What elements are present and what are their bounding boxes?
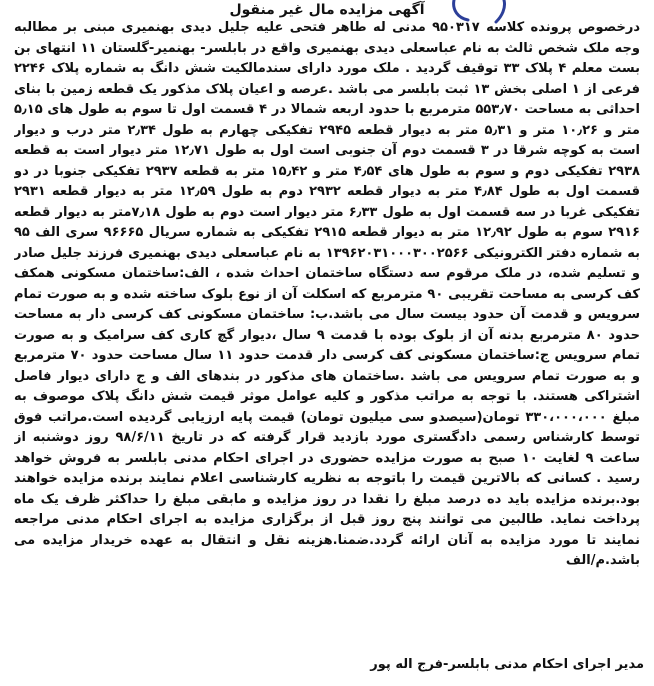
notice-signature: مدیر اجرای احکام مدنی بابلسر-فرج اله پور xyxy=(370,657,644,672)
notice-body-text: درخصوص پرونده کلاسه ۹۵۰۳۱۷ مدنی له طاهر فتحی علیه جلیل دیدی بهنمیری مبنی بر مطالبه وجه ملک شخص ثالث به نام عباسعلی دیدی بهنمیری واقع در بابلسر- بهنمیر-گلستان ۱۱ انتهای بن بست معلم ۴ پلاک ۳۳ توقیف گردید . ملک مورد دارای سندمالکیت شش دانگ به شماره پلاک ۲۲۴۶ فرعی از ۱ اصلی بخش ۱۳ ثبت بابلسر می باشد .عرصه و اعیان پلاک مذکور یک قطعه زمین با بنای احداثی به مساحت ۵۵۳٫۷۰ مترمربع با حدود اربعه شمالا در ۴ قسمت اول تا سوم به طول های ۵٫۱۵ متر و ۱۰٫۲۶ متر و ۵٫۳۱ متر به دیوار قطعه ۲۹۴۵ تفکیکی چهارم به طول ۲٫۳۴ متر درب و دیوار است به کوچه شرقا در ۳ قسمت دوم آن جنوبی است اول به طول ۱۲٫۷۱ متر دیوار است به قطعه ۲۹۳۸ تفکیکی دوم و سوم به طول های ۴٫۵۴ متر و ۱۵٫۴۲ متر به قطعه ۲۹۳۷ تفکیکی جنوبا در دو قسمت اول به طول ۴٫۸۴ متر به دیوار قطعه ۲۹۳۲ دوم به طول ۱۲٫۵۹ متر به دیوار قطعه ۲۹۳۱ تفکیکی غربا در سه قسمت اول به طول ۶٫۳۳ متر دیوار است دوم به طول ۷٫۱۸متر به دیوار قطعه ۲۹۱۶ سوم به طول ۱۲٫۹۲ متر به دیوار قطعه ۲۹۱۵ تفکیکی به شماره سریال ۹۶۶۶۵ سری الف ۹۵ به شماره دفتر الکترونیکی ۱۳۹۶۲۰۳۱۰۰۰۳۰۰۲۵۶۶ به نام عباسعلی دیدی بهنمیری فرزند جلیل صادر و تسلیم شده، در ملک مرقوم سه دستگاه ساختمان احداث شده ، الف:ساختمان مسکونی همکف کف کرسی به مساحت تقریبی ۹۰ مترمربع که اسکلت آن از نوع بلوک ساخته شده و به صورت تمام سرویس و قدمت آن حدود بیست سال می باشد.ب: ساختمان مسکونی کف کرسی دار به مساحت حدود ۸۰ مترمربع بدنه آن از بلوک بوده با قدمت ۹ سال ،دیوار گچ کاری کف سرامیک و به صورت تمام سرویس ج:ساختمان مسکونی کف کرسی دار قدمت حدود ۱۱ سال مساحت حدود ۷۰ مترمربع و به صورت تمام سرویس می باشد .ساختمان های مذکور در بندهای الف و ج دارای دیوار فاصل اشتراکی هستند. با توجه به مراتب مذکور و کلیه عوامل موثر قیمت شش دانگ پلاک موصوف به مبلغ ۳۳۰،۰۰۰،۰۰۰ تومان(سیصدو سی میلیون تومان) قیمت پایه ارزیابی گردیده است.مراتب فوق توسط کارشناس رسمی دادگستری مورد بازدید قرار گرفته که در تاریخ ۹۸/۶/۱۱ روز دوشنبه از ساعت ۹ لغایت ۱۰ صبح به صورت مزایده حضوری در اجرای احکام مدنی بابلسر به فروش خواهد رسید . کسانی که بالاترین قیمت را باتوجه به نظریه کارشناسی اعلام نمایند برنده مزایده خواهند بود.برنده مزایده باید ده درصد مبلغ را نقدا در روز مزایده و مابقی مبلغ را حداکثر ظرف یک ماه پرداخت نماید. طالبین می توانند پنج روز قبل از برگزاری مزایده به اجرای احکام مدنی مراجعه نمایند تا مورد مزایده به آنان ارائه گردد.ضمنا.هزینه نقل و انتقال به عهده خریدار مزایده می باشد.م/الف xyxy=(14,20,640,568)
notice-title: آگهی مزایده مال غیر منقول xyxy=(229,2,425,18)
notice-body xyxy=(14,18,640,648)
